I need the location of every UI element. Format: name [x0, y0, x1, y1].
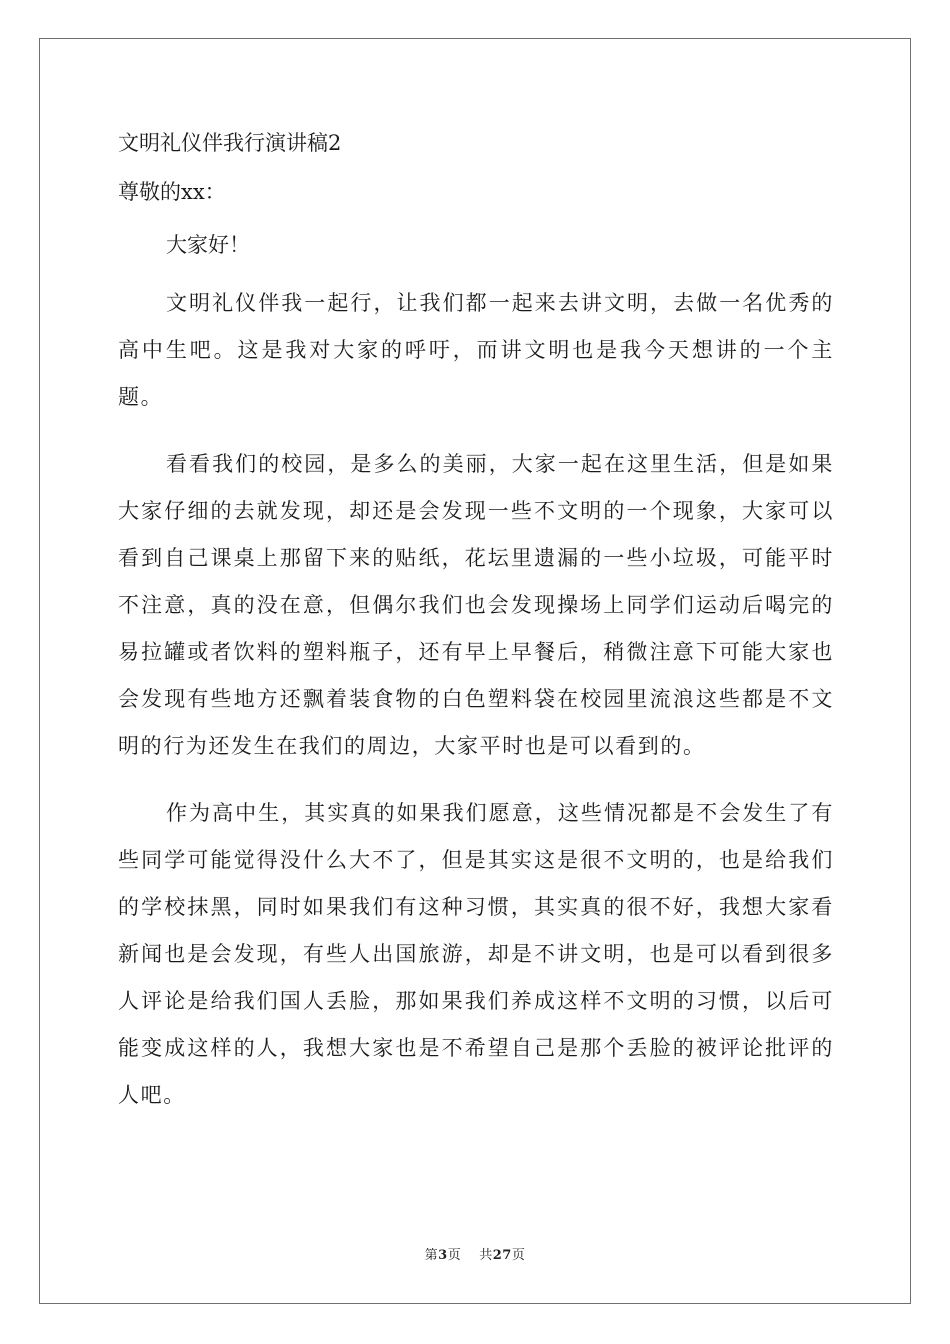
paragraph-3: 作为高中生，其实真的如果我们愿意，这些情况都是不会发生了有些同学可能觉得没什么大不了，但是其实这是很不文明的，也是给我们的学校抹黑，同时如果我们有这种习惯，其实真的很不好，我想大家看新闻也是会发现，有些人出国旅游，却是不讲文明，也是可以看到很多人评论是给我们国人丢脸，那如果我们养成这样不文明的习惯，以后可能变成这样的人，我想大家也是不希望自己是那个丢脸的被评论批评的人吧。: [118, 801, 834, 1107]
document-title: 文明礼仪伴我行演讲稿2: [118, 131, 342, 155]
document-body: [118, 128, 834, 1139]
page-footer: [0, 1247, 950, 1265]
total-suffix: 页: [511, 1248, 526, 1263]
paragraph-1: 文明礼仪伴我一起行，让我们都一起来去讲文明，去做一名优秀的高中生吧。这是我对大家的呼吁，而讲文明也是我今天想讲的一个主题。: [118, 291, 834, 409]
total-prefix: 共: [479, 1248, 493, 1263]
page-number: 3: [438, 1248, 448, 1263]
greeting: 大家好！: [166, 233, 250, 257]
total-pages: 27: [492, 1248, 512, 1263]
page-prefix: 第: [424, 1248, 439, 1263]
paragraph-2: 看看我们的校园，是多么的美丽，大家一起在这里生活，但是如果大家仔细的去就发现，却还是会发现一些不文明的一个现象，大家可以看到自己课桌上那留下来的贴纸，花坛里遗漏的一些小垃圾，可能平时不注意，真的没在意，但偶尔我们也会发现操场上同学们运动后喝完的易拉罐或者饮料的塑料瓶子，还有早上早餐后，稍微注意下可能大家也会发现有些地方还飘着装食物的白色塑料袋在校园里流浪这些都是不文明的行为还发生在我们的周边，大家平时也是可以看到的。: [118, 452, 834, 758]
salutation: 尊敬的xx：: [118, 180, 226, 204]
page-suffix: 页: [447, 1248, 462, 1263]
